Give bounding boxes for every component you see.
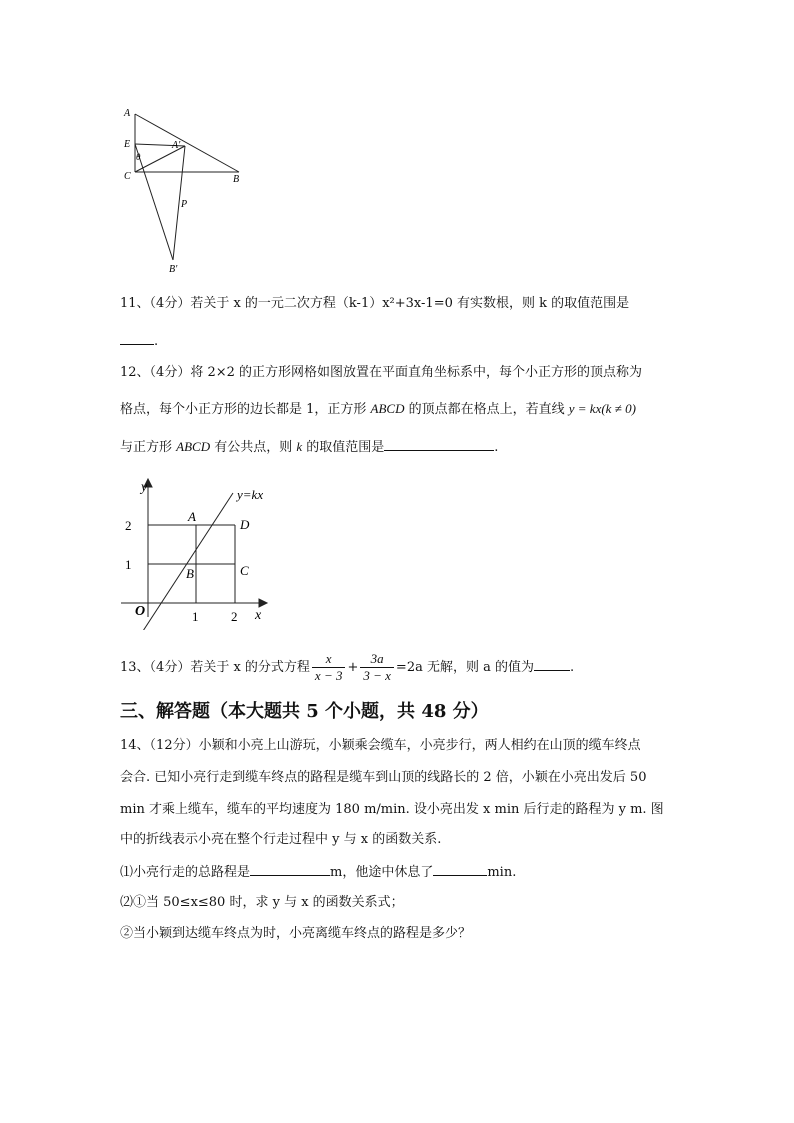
square-abcd-label-2: ABCD: [176, 439, 211, 454]
fraction-2-numerator: 3a: [360, 651, 394, 668]
label-C: C: [124, 171, 131, 182]
line-label: y=kx: [237, 487, 264, 502]
question-11: [120, 294, 629, 314]
label-A-prime: A': [172, 140, 181, 151]
question-11-answer: [120, 330, 158, 352]
tick-y-1: 1: [125, 557, 132, 572]
tick-x-2: 2: [231, 609, 238, 624]
question-14-text-2: 会合. 已知小亮行走到缆车终点的路程是缆车到山顶的线路长的 2 倍，小颖在小亮出发后 50: [120, 770, 647, 785]
question-12-text-3c: 的取值范围是: [302, 440, 385, 455]
question-14-text-3: min 才乘上缆车，缆车的平均速度为 180 m/min. 设小亮出发 x min 后行走的路程为 y m. 图: [120, 802, 664, 817]
segment-AB: [135, 114, 239, 172]
point-D: D: [240, 517, 250, 532]
question-14-part-2-1: [120, 893, 404, 913]
question-13: [120, 650, 574, 686]
plus-sign: +: [347, 660, 359, 675]
fraction-1-numerator: x: [312, 651, 346, 668]
label-B: B: [233, 174, 240, 185]
answer-blank-11[interactable]: [120, 330, 154, 345]
part-1-text-b: m，他途中休息了: [330, 865, 434, 880]
question-14-part-1: [120, 861, 516, 883]
question-11-text: 11、（4分）若关于 x 的一元二次方程（k-1）x²+3x-1=0 有实数根，则 k 的取值范围是: [120, 296, 630, 311]
part-2-2-text: ②当小颖到达缆车终点为时，小亮离缆车终点的路程是多少？: [120, 926, 472, 941]
segment-E-B-prime: [135, 144, 173, 260]
answer-blank-total-distance[interactable]: [250, 861, 330, 876]
tick-y-2: 2: [125, 518, 132, 533]
part-1-text-c: min.: [487, 865, 517, 880]
question-14-line-4: [120, 830, 441, 850]
line-equation: y = kx(k ≠ 0): [568, 401, 636, 416]
question-12-line-1: [120, 363, 642, 383]
label-A: A: [124, 108, 131, 119]
question-12-text-3a: 与正方形: [120, 440, 177, 455]
question-12-end: .: [494, 440, 499, 455]
square-abcd-label: ABCD: [370, 401, 405, 416]
question-12-line-2: [120, 399, 636, 420]
origin-label: O: [135, 604, 146, 619]
fraction-1: [312, 651, 346, 684]
question-13-prefix: 13、（4分）若关于 x 的分式方程: [120, 660, 310, 675]
fraction-2-denominator: 3 − x: [363, 668, 391, 683]
x-axis-label: x: [255, 608, 262, 623]
part-1-text-a: ⑴小亮行走的总路程是: [120, 865, 251, 880]
point-C: C: [240, 563, 249, 578]
grid-coordinate-figure: [115, 475, 280, 630]
answer-blank-rest-time[interactable]: [433, 861, 487, 876]
y-axis-label: y: [141, 480, 148, 495]
question-14-part-2-2: [120, 924, 471, 944]
x-axis-arrow: [259, 599, 267, 607]
question-13-end: .: [569, 660, 575, 675]
question-14-line-3: [120, 800, 664, 820]
question-14-text-1: 14、（12分）小颖和小亮上山游玩，小颖乘会缆车，小亮步行，两人相约在山顶的缆车终点: [120, 738, 641, 753]
answer-blank-13[interactable]: [534, 656, 570, 671]
question-14-line-1: [120, 736, 641, 756]
question-12-text-2a: 格点，每个小正方形的边长都是 1，正方形: [120, 402, 371, 417]
point-B: B: [186, 566, 194, 581]
question-14-line-2: [120, 768, 646, 788]
label-E: E: [124, 139, 131, 150]
question-11-end: .: [154, 334, 159, 349]
part-2-1-text: ⑵①当 50≤x≤80 时，求 y 与 x 的函数关系式；: [120, 895, 404, 910]
question-12-line-3: [120, 436, 498, 458]
question-12-text-1: 12、（4分）将 2×2 的正方形网格如图放置在平面直角坐标系中，每个小正方形的顶点称为: [120, 365, 643, 380]
k-variable: k: [296, 439, 303, 454]
label-theta: θ: [136, 152, 141, 162]
question-13-suffix: =2a 无解，则 a 的值为: [395, 660, 534, 675]
section-3-heading: 三、解答题（本大题共 5 个小题，共 48 分）: [120, 701, 489, 722]
triangle-rotation-figure: [115, 100, 255, 280]
question-12-text-3b: 有公共点，则: [210, 440, 297, 455]
fraction-1-denominator: x − 3: [314, 668, 343, 683]
label-B-prime: B': [169, 264, 178, 275]
question-12-text-2b: 的顶点都在格点上，若直线: [404, 402, 569, 417]
label-P: P: [181, 199, 188, 210]
tick-x-1: 1: [192, 609, 199, 624]
answer-blank-12[interactable]: [384, 436, 494, 451]
point-A: A: [188, 509, 196, 524]
question-14-text-4: 中的折线表示小亮在整个行走过程中 y 与 x 的函数关系.: [120, 832, 442, 847]
fraction-2: [360, 651, 394, 684]
